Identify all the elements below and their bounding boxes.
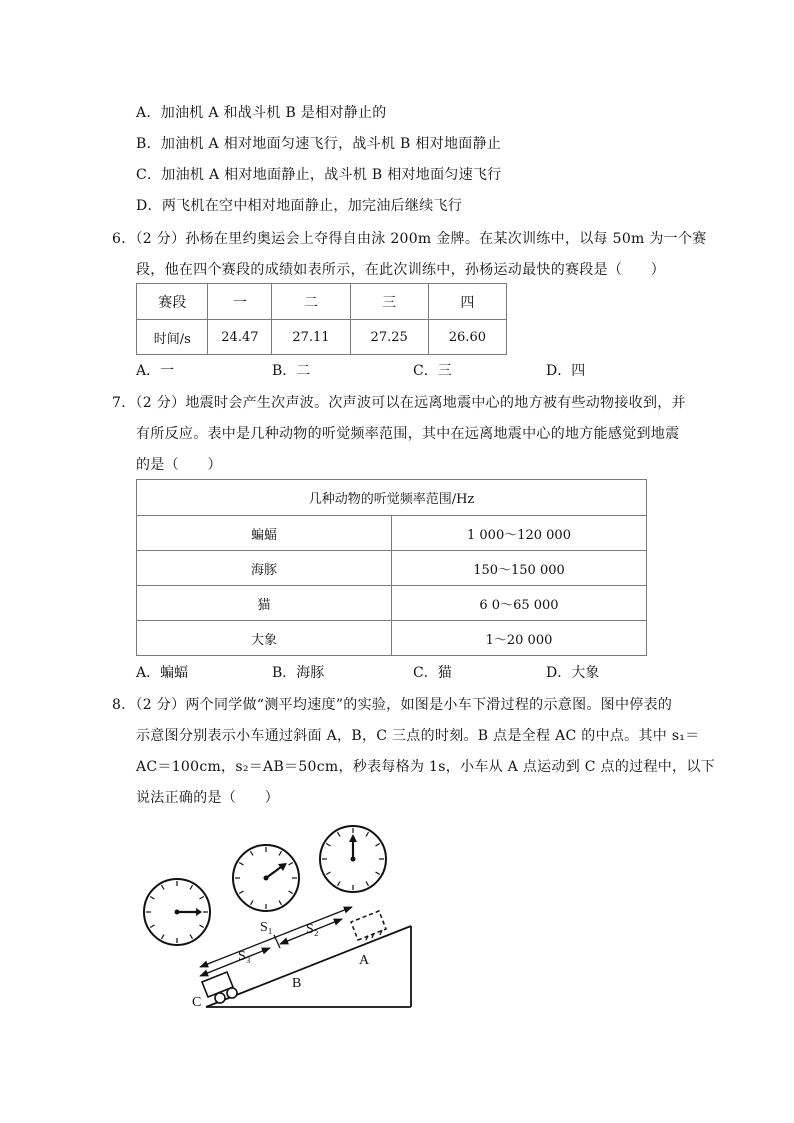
q6-table-data-row — [137, 320, 507, 355]
q7-animal-cell: 蝙蝠 — [137, 516, 392, 551]
q7-animal-cell: 海豚 — [137, 551, 392, 586]
q7-range-cell: 150～150 000 — [392, 551, 647, 586]
label-point-c: C — [192, 995, 202, 1010]
q8-stem-line1: 8．（2 分）两个同学做“测平均速度”的实验，如图是小车下滑过程的示意图。图中停表的 — [112, 697, 673, 713]
q7-stem-line1: 7．（2 分）地震时会产生次声波。次声波可以在远离地震中心的地方被有些动物接收到，并 — [112, 395, 686, 411]
q5-option-d: D．两飞机在空中相对地面静止，加完油后继续飞行 — [136, 198, 463, 214]
q8-incline-figure — [130, 820, 430, 1015]
q8-stem-line2: 示意图分别表示小车通过斜面 A，B，C 三点的时刻。B 点是全程 AC 的中点。其中 s₁＝ — [136, 728, 700, 744]
q7-choice-c: C．猫 — [413, 665, 452, 681]
q5-option-a: A．加油机 A 和战斗机 B 是相对静止的 — [136, 105, 387, 121]
q7-table — [136, 479, 647, 656]
label-s1: S₁ — [260, 920, 273, 935]
q7-range-cell: 6 0～65 000 — [392, 586, 647, 621]
label-s2: S₂ — [306, 922, 319, 937]
stopwatch-b-icon — [233, 845, 299, 911]
s3-arrow — [200, 948, 270, 976]
q7-table-row — [137, 551, 647, 586]
q7-table-title-row — [137, 480, 647, 516]
q6-choice-a: A．一 — [136, 363, 175, 379]
q7-stem-line2: 有所反应。表中是几种动物的听觉频率范围，其中在远离地震中心的地方能感觉到地震 — [136, 426, 680, 442]
q8-stem-line4: 说法正确的是（ ） — [136, 790, 279, 806]
q6-data-cell: 24.47 — [208, 320, 272, 355]
q6-header-cell: 二 — [272, 284, 350, 320]
q6-table — [136, 283, 507, 355]
q6-choice-b: B．二 — [272, 363, 311, 379]
q6-header-cell: 赛段 — [137, 284, 208, 320]
q6-data-cell: 26.60 — [428, 320, 506, 355]
label-s3: S₃ — [238, 949, 251, 964]
car-at-a-dashed — [351, 911, 386, 940]
q6-stem-line1: 6．（2 分）孙杨在里约奥运会上夺得自由泳 200m 金牌。在某次训练中，以每 50m 为一个赛 — [112, 231, 707, 247]
stopwatch-a-icon — [320, 826, 386, 892]
q6-table-header-row — [137, 284, 507, 320]
q6-data-cell: 27.25 — [350, 320, 428, 355]
q6-stem-line2: 段，他在四个赛段的成绩如表所示，在此次训练中，孙杨运动最快的赛段是（ ） — [136, 262, 666, 278]
q8-stem-line3: AC＝100cm，s₂＝AB＝50cm，秒表每格为 1s，小车从 A 点运动到 C 点的过程中，以下 — [136, 759, 715, 775]
stopwatch-c-icon — [144, 879, 210, 945]
q6-header-cell: 四 — [428, 284, 506, 320]
label-point-a: A — [359, 953, 370, 968]
q6-data-cell: 时间/s — [137, 320, 208, 355]
q5-option-c: C．加油机 A 相对地面静止，战斗机 B 相对地面匀速飞行 — [136, 167, 502, 183]
q5-option-b: B．加油机 A 相对地面匀速飞行，战斗机 B 相对地面静止 — [136, 136, 502, 152]
q7-table-row — [137, 516, 647, 551]
q7-choice-a: A．蝙蝠 — [136, 665, 189, 681]
q6-choice-d: D．四 — [546, 363, 586, 379]
q7-table-row — [137, 621, 647, 656]
label-point-b: B — [292, 976, 302, 991]
q7-table-title: 几种动物的听觉频率范围/Hz — [137, 480, 647, 516]
q7-range-cell: 1 000～120 000 — [392, 516, 647, 551]
q7-animal-cell: 大象 — [137, 621, 392, 656]
q6-header-cell: 三 — [350, 284, 428, 320]
q6-choice-c: C．三 — [413, 363, 452, 379]
q7-animal-cell: 猫 — [137, 586, 392, 621]
q7-table-row — [137, 586, 647, 621]
q6-data-cell: 27.11 — [272, 320, 350, 355]
q7-choice-d: D．大象 — [546, 665, 600, 681]
car-at-c — [202, 972, 237, 1003]
q7-stem-line3: 的是（ ） — [136, 457, 222, 473]
q7-range-cell: 1～20 000 — [392, 621, 647, 656]
q7-choice-b: B．海豚 — [272, 665, 325, 681]
q6-header-cell: 一 — [208, 284, 272, 320]
